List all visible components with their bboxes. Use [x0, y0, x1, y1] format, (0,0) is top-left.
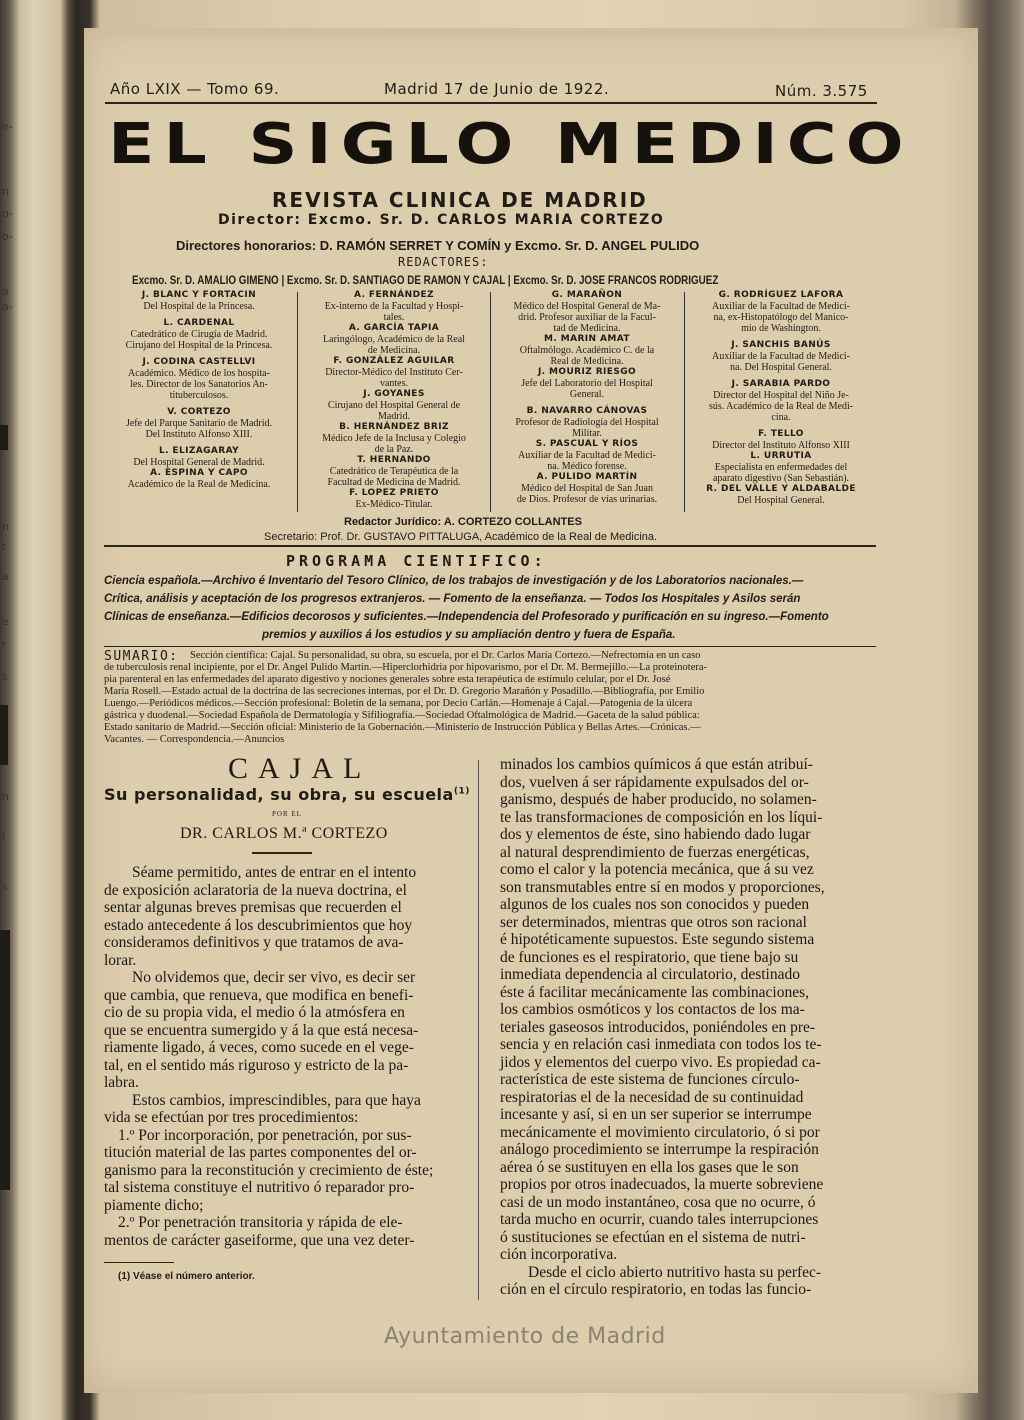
redactor-desc: aparato digestivo (San Sebastián).	[712, 473, 850, 484]
sumario-line: María Rosell.—Estado actual de la doctrina de las secreciones internas, por el Dr. D. Gregorio Marañón y Posadillo.—Bibliografía, por Emilio	[104, 686, 705, 697]
text-line: te las transformaciones de composición en los líqui-	[500, 808, 823, 826]
column-divider	[684, 292, 685, 512]
programa-title: PROGRAMA CIENTIFICO:	[286, 552, 547, 570]
redactores-column-3	[492, 290, 682, 505]
text-line: é hipotéticamente supuestos. Este segundo sistema	[500, 931, 815, 948]
author-underline	[252, 852, 312, 854]
redactor-name: J. MOURIZ RIESGO	[537, 367, 637, 377]
margin-ink-mark	[0, 425, 8, 450]
text-line: lorar.	[104, 951, 137, 969]
redactor-desc: Jefe del Laboratorio del Hospital	[521, 378, 653, 389]
text-line: ganismo para la reconstitución y crecimiento de éste;	[104, 1161, 434, 1179]
redactor-name: J. SANCHIS BANÚS	[731, 340, 831, 350]
text-line: mentos de carácter gaseiforme, que una vez deter-	[104, 1231, 415, 1249]
redactor-desc: de la Paz.	[374, 444, 414, 455]
margin-fragment: a-	[2, 300, 13, 313]
director-line: Director: Excmo. Sr. D. CARLOS MARIA CORTEZO	[218, 212, 665, 228]
programa-line: Crítica, análisis y aceptación de los progresos extranjeros. — Fomento de la enseñanza. — Todos los Hospitales y Asilos serán	[104, 593, 801, 605]
redactor-name: F. GONZÁLEZ AGUILAR	[333, 356, 455, 366]
programa-line: premios y auxilios á los estudios y su ampliación dentro y fuera de España.	[262, 629, 676, 641]
redactor-desc: Director del Instituto Alfonso XIII	[712, 440, 850, 451]
text-line: 1.º Por incorporación, por penetración, por sus-	[118, 1126, 412, 1144]
margin-fragment: s	[2, 670, 8, 683]
redactor-name: B. NAVARRO CÁNOVAS	[526, 406, 648, 416]
sumario-line: de tuberculosis renal incipiente, por el Dr. Angel Pulido Martín.—Hiperclorhidria por hipovarismo, por el Dr. M. Bermejillo.—La proteinotera-	[104, 662, 708, 673]
text-line: piamente dicho;	[104, 1196, 204, 1214]
redactor-desc: Especialista en enfermedades del	[714, 462, 848, 473]
text-line: sentar algunas breves premisas que recuerden el	[104, 899, 402, 916]
text-line: estado antecedente á los descubrimientos que hoy	[104, 916, 413, 934]
text-line: 2.º Por penetración transitoria y rápida de ele-	[118, 1214, 403, 1231]
redactor-desc: les. Director de los Sanatorios An-	[130, 379, 268, 390]
text-line: jidos y elementos del cuerpo vivo. Es propiedad ca-	[500, 1053, 821, 1071]
margin-fragment: t	[2, 540, 7, 553]
redactor-desc: Real de Medicina.	[550, 356, 624, 367]
sumario-label: SUMARIO:	[104, 649, 179, 664]
secretario-line: Secretario: Prof. Dr. GUSTAVO PITTALUGA, Académico de la Real de Medicina.	[264, 531, 658, 543]
redactor-desc: Médico Jefe de la Inclusa y Colegio	[322, 433, 466, 444]
footnote-mark: (1)	[453, 786, 470, 797]
text-line: algunos de los cuales nos son conocidos y pueden	[500, 896, 810, 913]
redactor-desc: na, ex-Histopatólogo del Manico-	[713, 312, 849, 323]
article-author: DR. CARLOS M.ª CORTEZO	[180, 825, 388, 842]
redactor-desc: Catedrático de Terapéutica de la	[329, 466, 459, 477]
redactor-name: M. MARIN AMAT	[544, 334, 630, 344]
programa-line: Clínicas de enseñanza.—Edificios decorosos y suficientes.—Independencia del Profesorado y purificación en su ingreso.—Fomento	[104, 611, 829, 623]
article-left-column	[104, 864, 433, 1249]
redactor-name: B. HERNÁNDEZ BRIZ	[339, 422, 449, 432]
redactor-desc: Del Hospital General.	[737, 495, 825, 506]
text-line: tal, en el sentido más riguroso y estricto de la pa-	[104, 1056, 409, 1074]
text-line: éste á facilitar mecánicamente las combinaciones,	[500, 983, 809, 1001]
text-line: vida se efectúan por tres procedimientos:	[104, 1109, 359, 1126]
redactor-desc: cina.	[771, 412, 791, 423]
redactor-desc: Médico del Hospital de San Juan	[521, 483, 653, 494]
margin-fragment: a	[2, 570, 9, 583]
programa-rule	[104, 545, 876, 547]
redactor-desc: Auxiliar de la Facultad de Medici-	[711, 351, 850, 362]
text-line: dos, vuelven á ser rápidamente expulsados del or-	[500, 773, 809, 791]
text-line: cio de su propia vida, el medio ó la atmósfera en	[104, 1004, 405, 1021]
redactor-desc: Del Hospital de la Princesa.	[143, 301, 255, 312]
text-line: racterística de este sistema de funciones círculo-	[500, 1071, 800, 1088]
footnote: (1) Véase el número anterior.	[118, 1271, 255, 1282]
margin-fragment: n	[2, 790, 9, 803]
redactor-name: J. GOYANES	[363, 389, 425, 399]
text-line: labra.	[104, 1074, 139, 1091]
redactor-name: A. ESPINA Y CAPO	[150, 468, 248, 478]
redactor-desc: Madrid.	[378, 411, 410, 422]
redactor-name: J. CODINA CASTELLVI	[142, 357, 256, 367]
sumario-line: Estado sanitario de Madrid.—Sección oficial: Ministerio de la Gobernación.—Ministerio de Instrucción Pública y Bellas Artes.—Crónicas.—	[104, 722, 701, 733]
sumario-line: pia parenteral en las enfermedades del aparato digestivo y nociones generales sobre esta terapéutica de estímulo celular, por el Dr. José	[104, 674, 671, 685]
masthead-title: EL SIGLO MEDICO	[108, 112, 913, 177]
redactor-name: J. BLANC Y FORTACIN	[141, 290, 257, 300]
redactores-column-4	[686, 290, 876, 506]
redactor-name: L. ELIZAGARAY	[158, 446, 240, 456]
sumario-line: gástrica y duodenal.—Sociedad Española de Dermatología y Sifiliografía.—Sociedad Oftalmológica de Madrid.—Gaceta de la salud pública:	[104, 710, 700, 721]
margin-ink-mark	[0, 705, 8, 765]
text-line: Estos cambios, imprescindibles, para que haya	[132, 1091, 421, 1109]
text-line: ción en el círculo respiratorio, en todas las funcio-	[500, 1281, 812, 1298]
redactor-name: T. HERNANDO	[357, 455, 431, 465]
redactor-desc: de Dios. Profesor de vías urinarias.	[516, 494, 658, 505]
text-line: sencia y en relación casi inmediata con todos los te-	[500, 1036, 822, 1053]
sumario-rule	[104, 646, 876, 647]
redactor-desc: tad de Medicina.	[553, 323, 621, 334]
watermark: Ayuntamiento de Madrid	[384, 1324, 666, 1349]
redactor-name: L. URRUTIA	[750, 451, 812, 461]
article-title: CAJAL	[228, 752, 372, 785]
redactor-desc: Militar.	[572, 428, 602, 439]
issue-number: Núm. 3.575	[775, 82, 868, 100]
article-right-column	[500, 756, 825, 1299]
margin-fragment: n	[2, 185, 9, 198]
redactor-desc: Médico del Hospital General de Ma-	[513, 301, 661, 312]
redactor-desc: vantes.	[379, 378, 409, 389]
text-line: mecánicamente el movimiento circulatorio, ó si por	[500, 1123, 820, 1141]
text-line: Desde el ciclo abierto nutritivo hasta su perfec-	[528, 1263, 822, 1281]
redactor-name: J. SARABIA PARDO	[731, 379, 831, 389]
margin-fragment: e-	[2, 120, 13, 133]
redactor-desc: General.	[569, 389, 605, 400]
honorary-directors: Directores honorarios: D. RAMÓN SERRET Y COMÍN y Excmo. Sr. D. ANGEL PULIDO	[176, 238, 700, 253]
margin-fragment: l	[2, 830, 6, 843]
redactores-column-2	[300, 290, 488, 510]
issue-date: Madrid 17 de Junio de 1922.	[384, 80, 610, 98]
redactores-heading: REDACTORES:	[398, 255, 489, 269]
text-line: respiratorias el de la necesidad de su continuidad	[500, 1088, 804, 1106]
sumario-line: Luengo.—Periódicos médicos.—Sección profesional: Boletín de la semana, por Decio Carlán.—Homenaje á Cajal.—Patogenia de la úlcera	[104, 698, 693, 709]
text-line: propios por otros inadecuados, la muerte sobreviene	[500, 1176, 824, 1193]
text-line: los cambios osmóticos y los contactos de los ma-	[500, 1001, 805, 1018]
redactor-name: A. GARCÍA TAPIA	[348, 323, 440, 333]
text-line: casi de un modo instantáneo, cosa que no ocurre, ó	[500, 1193, 816, 1211]
redactor-desc: Director del Hospital del Niño Je-	[713, 390, 849, 401]
masthead-subtitle: REVISTA CLINICA DE MADRID	[272, 188, 648, 212]
margin-fragment: r	[2, 638, 7, 651]
text-line: que cambia, que renueva, que modifica en benefi-	[104, 986, 414, 1004]
redactor-desc: Profesor de Radiología del Hospital	[515, 417, 659, 428]
text-line: tal sistema constituye el nutritivo ó reparador pro-	[104, 1179, 415, 1196]
text-line: teriales gaseosos introducidos, poniéndoles en pre-	[500, 1018, 816, 1036]
text-line: incesante y así, si en un ser superior se interrumpe	[500, 1106, 812, 1123]
text-line: inmediata dependencia al circulatorio, destinado	[500, 966, 800, 983]
redactor-desc: Auxiliar de la Facultad de Medici-	[711, 301, 850, 312]
redactor-desc: tituberculosos.	[169, 390, 229, 401]
redactor-desc: Laringólogo, Académico de la Real	[323, 334, 465, 345]
redactor-desc: Catedrático de Cirugía de Madrid.	[130, 329, 268, 340]
text-line: son transmutables entre sí en modos y proporciones,	[500, 878, 825, 896]
redactor-desc: drid. Profesor auxiliar de la Facul-	[518, 312, 656, 323]
redactores-top-line: Excmo. Sr. D. AMALIO GIMENO | Excmo. Sr. D. SANTIAGO DE RAMON Y CAJAL | Excmo. Sr. D. JOSE FRANCOS RODRIGUEZ	[132, 273, 719, 287]
adjacent-page-margin	[0, 0, 60, 1420]
text-line: No olvidemos que, decir ser vivo, es decir ser	[132, 969, 416, 986]
text-line: ción incorporativa.	[500, 1246, 618, 1263]
redactor-desc: mio de Washington.	[741, 323, 821, 334]
margin-fragment: a	[2, 285, 9, 298]
redactor-desc: Oftalmólogo. Académico C. de la	[519, 345, 655, 356]
top-rule	[105, 102, 877, 104]
text-line: ser determinados, mientras que otros son racional	[500, 913, 807, 931]
year-tomo: Año LXIX — Tomo 69.	[110, 80, 280, 98]
margin-fragment: o-	[2, 207, 13, 220]
redactor-desc: Ex-Médico-Titular.	[355, 499, 433, 510]
redactor-desc: Del Hospital General de Madrid.	[133, 457, 265, 468]
sumario-line: Sección científica: Cajal. Su personalidad, su obra, su escuela, por el Dr. Carlos María Cortezo.—Nefrectomía en un caso	[190, 650, 701, 661]
text-line: al natural desprendimiento de fuerzas energéticas,	[500, 843, 810, 861]
column-separator	[478, 760, 479, 1300]
programa-line: Ciencia española.—Archivo é Inventario del Tesoro Clínico, de los trabajos de investigación y de los Laboratorios nacionales.—	[104, 575, 804, 587]
redactor-desc: Del Instituto Alfonso XIII.	[145, 429, 253, 440]
redactor-name: V. CORTEZO	[167, 407, 231, 417]
redactor-desc: Cirujano del Hospital de la Princesa.	[125, 340, 273, 351]
margin-ink-mark	[0, 930, 10, 1190]
text-line: ganismo, después de haber producido, no solamen-	[500, 791, 817, 808]
margin-fragment: e	[2, 615, 9, 628]
text-line: de exposición aclaratoria de la nueva doctrina, el	[104, 881, 407, 899]
text-line: Séame permitido, antes de entrar en el intento	[132, 864, 417, 881]
redactor-desc: Académico de la Real de Medicina.	[127, 479, 271, 490]
footnote-rule	[104, 1262, 174, 1263]
text-line: ó sustituciones se efectúan en el sistema de nutri-	[500, 1228, 806, 1246]
redactor-name: A. PULIDO MARTÍN	[536, 472, 638, 482]
redactores-column-1	[104, 290, 294, 490]
margin-fragment: o-	[2, 230, 13, 243]
redactor-desc: Ex-interno de la Facultad y Hospi-	[324, 301, 464, 312]
redactor-desc: na. Médico forense.	[547, 461, 627, 472]
redactor-juridico: Redactor Jurídico: A. CORTEZO COLLANTES	[344, 516, 582, 528]
text-line: como el calor y la potencia mecánica, que á su vez	[500, 861, 814, 878]
redactor-name: F. LOPEZ PRIETO	[349, 488, 439, 498]
redactor-name: F. TELLO	[758, 429, 804, 439]
redactor-desc: Auxiliar de la Facultad de Medici-	[517, 450, 656, 461]
margin-fragment: s	[2, 880, 8, 893]
margin-fragment: n	[2, 520, 9, 533]
text-line: análogo procedimiento se interrumpe la respiración	[500, 1141, 819, 1158]
redactor-name: A. FERNÁNDEZ	[354, 290, 434, 300]
redactor-name: S. PASCUAL Y RÍOS	[535, 439, 639, 449]
redactor-desc: Facultad de Medicina de Madrid.	[327, 477, 461, 488]
text-line: que se encuentra sumergido y á la que está necesa-	[104, 1021, 419, 1039]
text-line: minados los cambios químicos á que están atribuí-	[500, 756, 813, 773]
redactor-name: L. CARDENAL	[163, 318, 235, 328]
redactor-name: G. RODRÍGUEZ LAFORA	[718, 290, 844, 300]
redactor-name: R. DEL VALLE Y ALDABALDE	[706, 484, 856, 494]
text-line: aérea ó se sustituyen en ella los gases que le son	[500, 1158, 799, 1176]
redactor-desc: sús. Académico de la Real de Medi-	[708, 401, 854, 412]
byline-por: POR EL	[272, 810, 302, 818]
redactor-desc: na. Del Hospital General.	[730, 362, 832, 373]
column-divider	[490, 292, 491, 512]
text-line: consideramos definitivos y que tratamos de ava-	[104, 934, 404, 951]
text-line: tarda mucho en ocurrir, cuando tales interrupciones	[500, 1211, 819, 1228]
redactor-desc: Jefe del Parque Sanitario de Madrid.	[125, 418, 273, 429]
sumario-line: Vacantes. — Correspondencia.—Anuncios	[104, 734, 285, 745]
redactor-name: G. MARAÑON	[551, 290, 623, 300]
redactor-desc: de Medicina.	[367, 345, 421, 356]
text-line: de funciones es el respiratorio, que tiene bajo su	[500, 948, 799, 966]
article-subtitle-text: Su personalidad, su obra, su escuela	[104, 785, 454, 804]
column-divider	[297, 292, 298, 512]
text-line: dos y elementos de éste, sino habiendo dado lugar	[500, 826, 811, 843]
redactor-desc: Director-Médico del Instituto Cer-	[325, 367, 463, 378]
redactor-desc: Académico. Médico de los hospita-	[128, 368, 270, 379]
article-subtitle	[104, 785, 470, 804]
text-line: titución material de las partes componentes del or-	[104, 1144, 417, 1161]
redactor-desc: Cirujano del Hospital General de	[327, 400, 461, 411]
redactor-desc: tales.	[383, 312, 405, 323]
text-line: riamente ligado, á veces, como sucede en el vege-	[104, 1039, 414, 1056]
